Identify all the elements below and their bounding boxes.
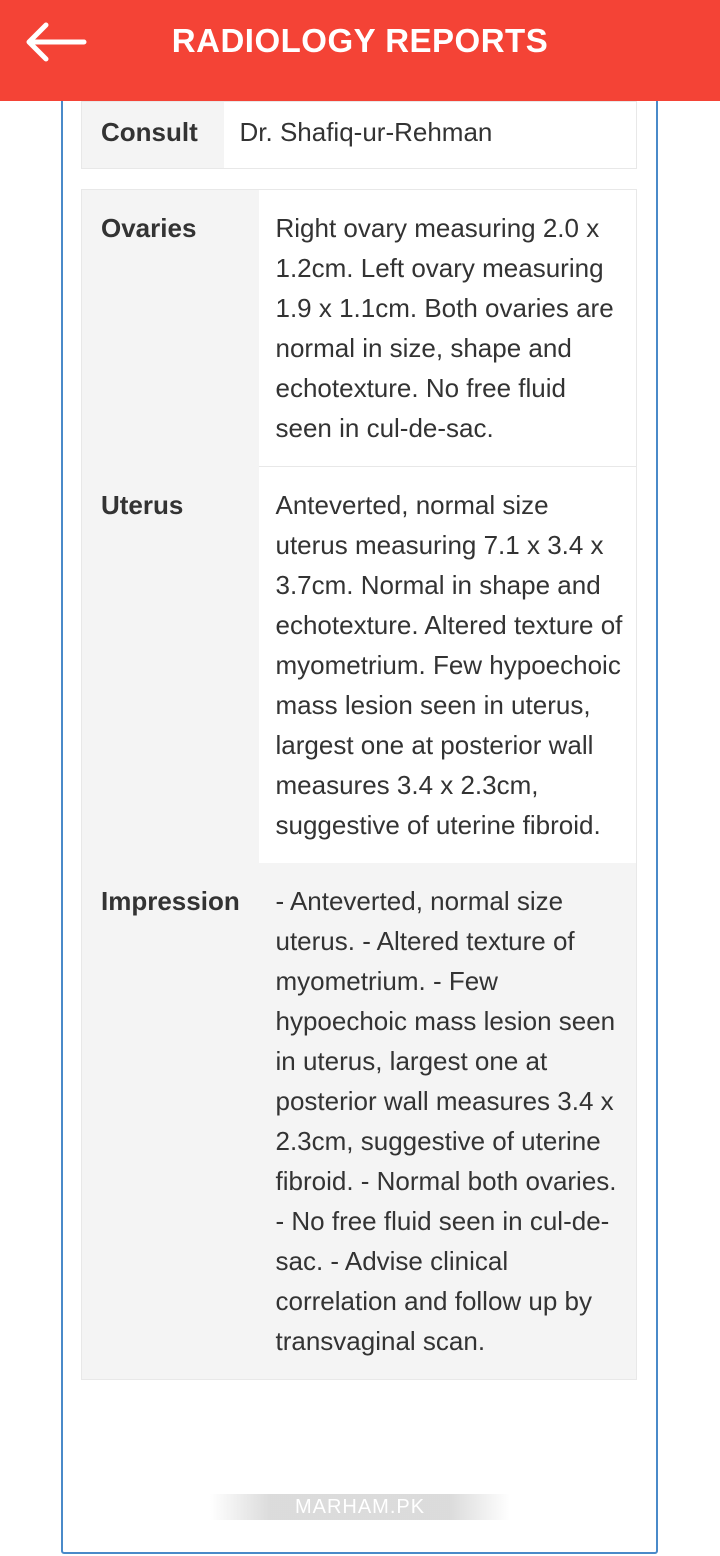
app-bar	[0, 0, 720, 101]
watermark: MARHAM.PK	[210, 1494, 510, 1520]
findings-table	[81, 189, 637, 1380]
consult-value: Dr. Shafiq-ur-Rehman	[224, 102, 637, 169]
uterus-label: Uterus	[82, 467, 259, 864]
uterus-row	[82, 467, 637, 864]
consult-label: Consult	[82, 102, 224, 169]
consult-row	[82, 102, 637, 169]
uterus-value: Anteverted, normal size uterus measuring 7.1 x 3.4 x 3.7cm. Normal in shape and echotexture. Altered texture of myometrium. Few hypoechoic mass lesion seen in uterus, largest one at posterior wall measures 3.4 x 2.3cm, suggestive of uterine fibroid.	[259, 467, 637, 864]
impression-row	[82, 863, 637, 1380]
consult-table	[81, 101, 637, 169]
ovaries-value: Right ovary measuring 2.0 x 1.2cm. Left ovary measuring 1.9 x 1.1cm. Both ovaries are normal in size, shape and echotexture. No free fluid seen in cul-de-sac.	[259, 190, 637, 467]
impression-value: - Anteverted, normal size uterus. - Altered texture of myometrium. - Few hypoechoic mass lesion seen in uterus, largest one at posterior wall measures 3.4 x 2.3cm, suggestive of uterine fibroid. - Normal both ovaries. - No free fluid seen in cul-de-sac. - Advise clinical correlation and follow up by transvaginal scan.	[259, 863, 637, 1380]
impression-label: Impression	[82, 863, 259, 1380]
ovaries-label: Ovaries	[82, 190, 259, 467]
ovaries-row	[82, 190, 637, 467]
page-title: RADIOLOGY REPORTS	[171, 22, 549, 59]
